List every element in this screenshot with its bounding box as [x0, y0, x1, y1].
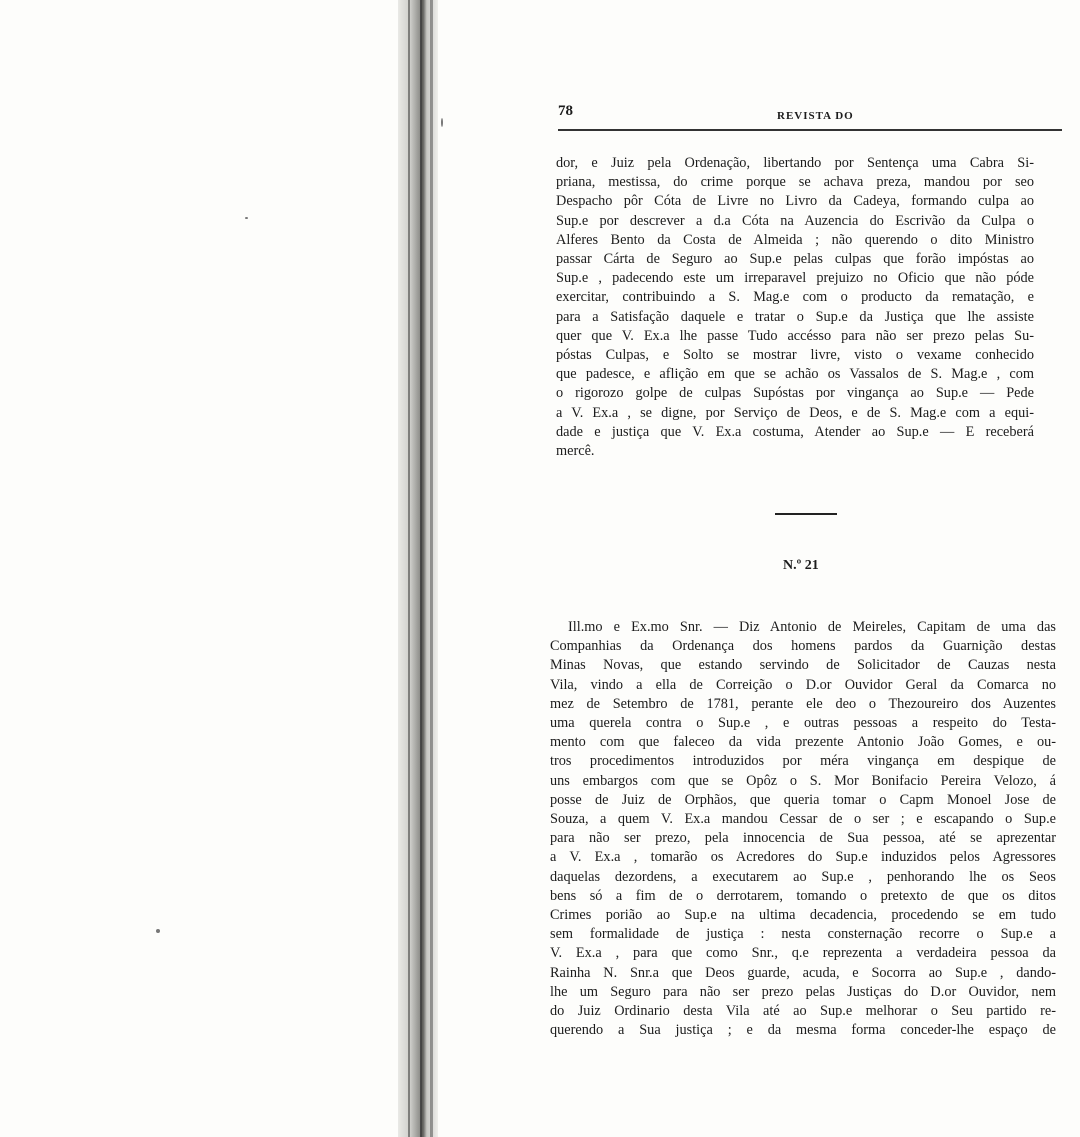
text-line: bens só a fim de o derrotarem, tomando o pretexto de que os ditos — [550, 887, 1056, 904]
text-line: Minas Novas, que estando servindo de Solicitador de Cauzas nesta — [550, 657, 1056, 674]
text-line: querendo a Sua justiça ; e da mesma forma conceder-lhe espaço de — [550, 1022, 1056, 1039]
text-line: passar Cárta de Seguro ao Sup.e pelas culpas que forão impóstas ao — [556, 251, 1034, 268]
text-line: priana, mestissa, do crime porque se achava preza, mandou por seo — [556, 174, 1034, 191]
text-line: para a Satisfação daquele e tratar o Sup.e da Justiça que lhe assiste — [556, 308, 1034, 325]
text-line: dor, e Juiz pela Ordenação, libertando por Sentença uma Cabra Si- — [556, 155, 1034, 171]
text-line: que padesce, e aflição em que se achão os Vassalos de S. Mag.e , com — [556, 366, 1034, 383]
text-line: exercitar, contribuindo a S. Mag.e com o producto da rematação, e — [556, 289, 1034, 306]
text-line: do Juiz Ordinario desta Vila até ao Sup.e melhorar o Seu partido re- — [550, 1003, 1056, 1020]
text-line: uns embargos com que se Opôz o S. Mor Bonifacio Pereira Velozo, á — [550, 772, 1056, 789]
text-line: mercê. — [556, 443, 595, 460]
paragraph-1 — [556, 154, 1034, 461]
running-head: REVISTA DO — [777, 110, 854, 122]
text-line: Rainha N. Snr.a que Deos guarde, acuda, e Socorra ao Sup.e , dando- — [550, 964, 1056, 981]
text-line: o rigorozo golpe de culpas Supóstas por vingança ao Sup.e — Pede — [556, 385, 1034, 402]
text-line: Companhias da Ordenança dos homens pardos da Guarnição destas — [550, 638, 1056, 655]
text-line: daquelas dezordens, a executarem ao Sup.e , penhorando lhe os Seos — [550, 868, 1056, 885]
scan-speck — [245, 217, 248, 219]
text-line: tros procedimentos introduzidos por méra vingança em despique de — [550, 753, 1056, 770]
text-line: sem formalidade de justiça : nesta consternação recorre o Sup.e a — [550, 926, 1056, 943]
gutter-edge — [430, 0, 433, 1137]
text-line: a V. Ex.a , se digne, por Serviço de Deos, e de S. Mag.e com a equi- — [556, 404, 1034, 421]
paragraph-2 — [550, 618, 1056, 1040]
text-line: dade e justiça que V. Ex.a costuma, Atender ao Sup.e — E receberá — [556, 423, 1034, 440]
text-line: Despacho pôr Cóta de Livre no Livro da Cadeya, formando culpa ao — [556, 193, 1034, 210]
text-line: mez de Setembro de 1781, perante ele deo o Thezoureiro dos Auzentes — [550, 695, 1056, 712]
text-line: a V. Ex.a , tomarão os Acredores do Sup.e induzidos pelos Agressores — [550, 849, 1056, 866]
scan-speck — [441, 118, 443, 127]
text-line: póstas Culpas, e Solto se mostrar livre, visto o vexame conhecido — [556, 347, 1034, 364]
text-line: Sup.e por descrever a d.a Cóta na Auzencia do Escrivão da Culpa o — [556, 212, 1034, 229]
text-line: Sup.e , padecendo este um irreparavel prejuizo no Oficio que não póde — [556, 270, 1034, 287]
gutter-edge — [420, 0, 422, 1137]
gutter-edge — [408, 0, 410, 1137]
text-line: posse de Juiz de Orphãos, que queria tomar o Capm Monoel Jose de — [550, 791, 1056, 808]
scan-speck — [156, 929, 160, 933]
text-line: Vila, vindo a ella de Correição o D.or Ouvidor Geral da Comarca no — [550, 676, 1056, 693]
section-separator — [775, 513, 837, 515]
text-line: Alferes Bento da Costa de Almeida ; não querendo o dito Ministro — [556, 231, 1034, 248]
text-line: lhe um Seguro para não ser prezo pelas Justiças do D.or Ouvidor, nem — [550, 983, 1056, 1000]
text-line: quer que V. Ex.a lhe passe Tudo accésso para não ser prezo pelas Su- — [556, 327, 1034, 344]
text-line: mento com que faleceo da vida prezente Antonio João Gomes, e ou- — [550, 734, 1056, 751]
text-line: Crimes porião ao Sup.e na ultima decadencia, procedendo se em tudo — [550, 907, 1056, 924]
text-line: uma querela contra o Sup.e , e outras pessoas a respeito do Testa- — [550, 715, 1056, 732]
page-number: 78 — [558, 103, 573, 119]
text-line: para não ser prezo, pela innocencia de Sua pessoa, até se aprezentar — [550, 830, 1056, 847]
text-line: Ill.mo e Ex.mo Snr. — Diz Antonio de Meireles, Capitam de uma das — [568, 619, 1056, 635]
header-rule — [558, 129, 1062, 131]
text-line: V. Ex.a , para que como Snr., q.e reprezenta a verdadeira pessoa da — [550, 945, 1056, 962]
section-number: N.º 21 — [783, 558, 819, 573]
page-header — [558, 103, 1062, 133]
text-line: Souza, a quem V. Ex.a mandou Cessar de o ser ; e escapando o Sup.e — [550, 811, 1056, 828]
